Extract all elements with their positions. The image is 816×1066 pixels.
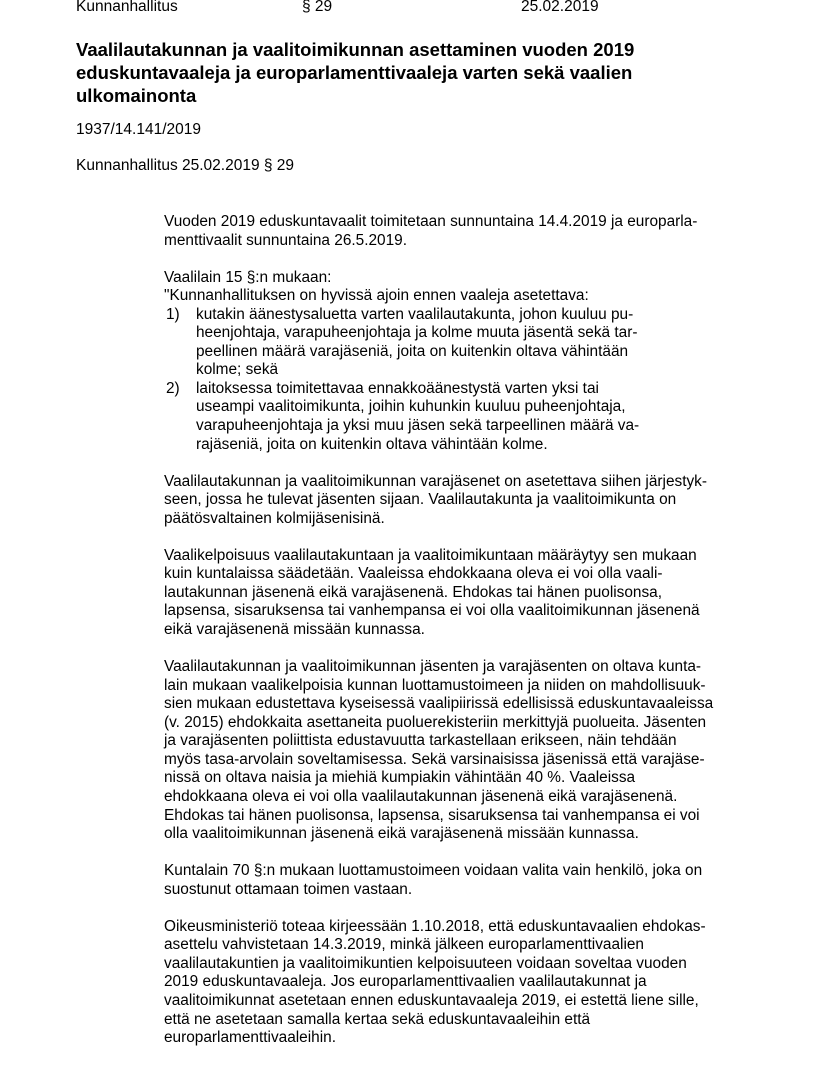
text-line: laitoksessa toimitettavaa ennakkoäänestystä varten yksi tai: [196, 379, 599, 397]
text-line: seen, jossa he tulevat jäsenten sijaan. Vaalilautakunta ja vaalitoimikunta on: [164, 491, 677, 509]
paragraph-eligibility: [164, 547, 724, 640]
text-line: olla vaalitoimikunnan jäsenenä eikä varajäsenenä missään kunnassa.: [164, 825, 639, 843]
title-line: ulkomainonta: [76, 85, 197, 106]
text-line: että ne asetetaan samalla kertaa sekä eduskuntavaaleihin että: [164, 1010, 591, 1028]
text-line: vaalilautakuntien ja vaalitoimikuntien kelpoisuuteen voidaan soveltaa vuoden: [164, 954, 687, 972]
paragraph-election-law-quote: [164, 269, 724, 454]
text-line: useampi vaalitoimikunta, joihin kuhunkin kuuluu puheenjohtaja,: [196, 398, 626, 416]
text-line: ehdokkaana oleva ei voi olla vaalilautakunnan jäsenenä eikä varajäsenenä.: [164, 787, 678, 805]
page-header: [76, 0, 776, 17]
header-date: 25.02.2019: [521, 0, 599, 15]
diary-number: 1937/14.141/2019: [76, 121, 201, 138]
text-line: rajäseniä, joita on kuitenkin oltava vähintään kolme.: [196, 435, 548, 453]
text-line: Ehdokas tai hänen puolisonsa, lapsensa, sisaruksensa tai vanhempansa ei voi: [164, 806, 700, 824]
text-line: europarlamenttivaaleihin.: [164, 1029, 336, 1047]
header-section-number: § 29: [302, 0, 333, 15]
text-line: nissä on oltava naisia ja miehiä kumpiakin vähintään 40 %. Vaaleissa: [164, 769, 636, 787]
list-item: [164, 380, 724, 454]
text-line: vaalitoimikunnat asetetaan ennen eduskuntavaaleja 2019, ei estettä liene sille,: [164, 991, 699, 1009]
paragraph-deputy-members: [164, 473, 724, 529]
title-line: Vaalilautakunnan ja vaalitoimikunnan asettaminen vuoden 2019: [76, 39, 635, 60]
text-line: kolme; sekä: [196, 361, 279, 379]
title-line: eduskuntavaaleja ja europarlamenttivaaleja varten sekä vaalien: [76, 62, 633, 83]
text-line: lapsensa, sisaruksensa tai vanhempansa ei voi olla vaalitoimikunnan jäsenenä: [164, 602, 700, 620]
text-line: myös tasa-arvolain soveltamisessa. Sekä varsinaisissa jäsenissä että varajäse-: [164, 750, 705, 768]
list-item-number: 1): [166, 305, 180, 323]
text-line: suostunut ottamaan toimen vastaan.: [164, 880, 413, 898]
text-line: varapuheenjohtaja ja yksi muu jäsen sekä tarpeellinen määrä va-: [196, 417, 640, 435]
text-line: Vuoden 2019 eduskuntavaalit toimitetaan sunnuntaina 14.4.2019 ja europarla-: [164, 213, 698, 230]
text-line: Vaalikelpoisuus vaalilautakuntaan ja vaalitoimikuntaan määräytyy sen mukaan: [164, 546, 697, 564]
text-line: kutakin äänestysaluetta varten vaalilautakunta, johon kuuluu pu-: [196, 305, 634, 323]
paragraph-election-dates: [164, 213, 724, 250]
paragraph-representation: [164, 658, 724, 843]
text-line: Vaalilautakunnan ja vaalitoimikunnan jäsenten ja varajäsenten on oltava kunta-: [164, 658, 702, 676]
text-line: asettelu vahvistetaan 14.3.2019, minkä jälkeen europarlamenttivaalien: [164, 936, 644, 954]
text-line: päätösvaltainen kolmijäsenisinä.: [164, 509, 385, 527]
text-line: "Kunnanhallituksen on hyvissä ajoin ennen vaaleja asetettava:: [164, 287, 589, 305]
text-line: lautakunnan jäsenenä eikä varajäsenenä. Ehdokas tai hänen puolisonsa,: [164, 583, 663, 601]
paragraph-ministry-letter: [164, 918, 724, 1048]
meeting-reference: Kunnanhallitus 25.02.2019 § 29: [76, 157, 295, 174]
document-body: [164, 213, 724, 1066]
document-title: [76, 38, 676, 107]
text-line: ja varajäsenten poliittista edustavuutta tarkastellaan erikseen, näin tehdään: [164, 732, 677, 750]
header-body-name: Kunnanhallitus: [76, 0, 178, 15]
text-line: menttivaalit sunnuntaina 26.5.2019.: [164, 231, 408, 249]
text-line: Vaalilautakunnan ja vaalitoimikunnan varajäsenet on asetettava siihen järjestyk-: [164, 472, 707, 490]
text-line: kuin kuntalaissa säädetään. Vaaleissa ehdokkaana oleva ei voi olla vaali-: [164, 565, 663, 583]
text-line: (v. 2015) ehdokkaita asettaneita puoluerekisteriin merkittyjä puolueita. Jäsenten: [164, 713, 707, 731]
text-line: 2019 eduskuntavaaleja. Jos europarlamenttivaalien vaalilautakunnat ja: [164, 973, 647, 991]
list-item: [164, 306, 724, 380]
list-item-number: 2): [166, 379, 180, 397]
text-line: sien mukaan edustettava kyseisessä vaalipiirissä edellisissä eduskuntavaaleissa: [164, 695, 714, 713]
text-line: heenjohtaja, varapuheenjohtaja ja kolme muuta jäsentä sekä tar-: [196, 324, 638, 342]
text-line: lain mukaan vaalikelpoisia kunnan luottamustoimeen ja niiden on mahdollisuuk-: [164, 676, 706, 694]
text-line: eikä varajäsenenä missään kunnassa.: [164, 621, 425, 639]
paragraph-municipal-act: [164, 862, 724, 899]
text-line: Vaalilain 15 §:n mukaan:: [164, 268, 332, 286]
text-line: Oikeusministeriö toteaa kirjeessään 1.10.2018, että eduskuntavaalien ehdokas-: [164, 917, 706, 935]
text-line: peellinen määrä varajäseniä, joita on kuitenkin oltava vähintään: [196, 342, 629, 360]
text-line: Kuntalain 70 §:n mukaan luottamustoimeen voidaan valita vain henkilö, joka on: [164, 862, 703, 880]
